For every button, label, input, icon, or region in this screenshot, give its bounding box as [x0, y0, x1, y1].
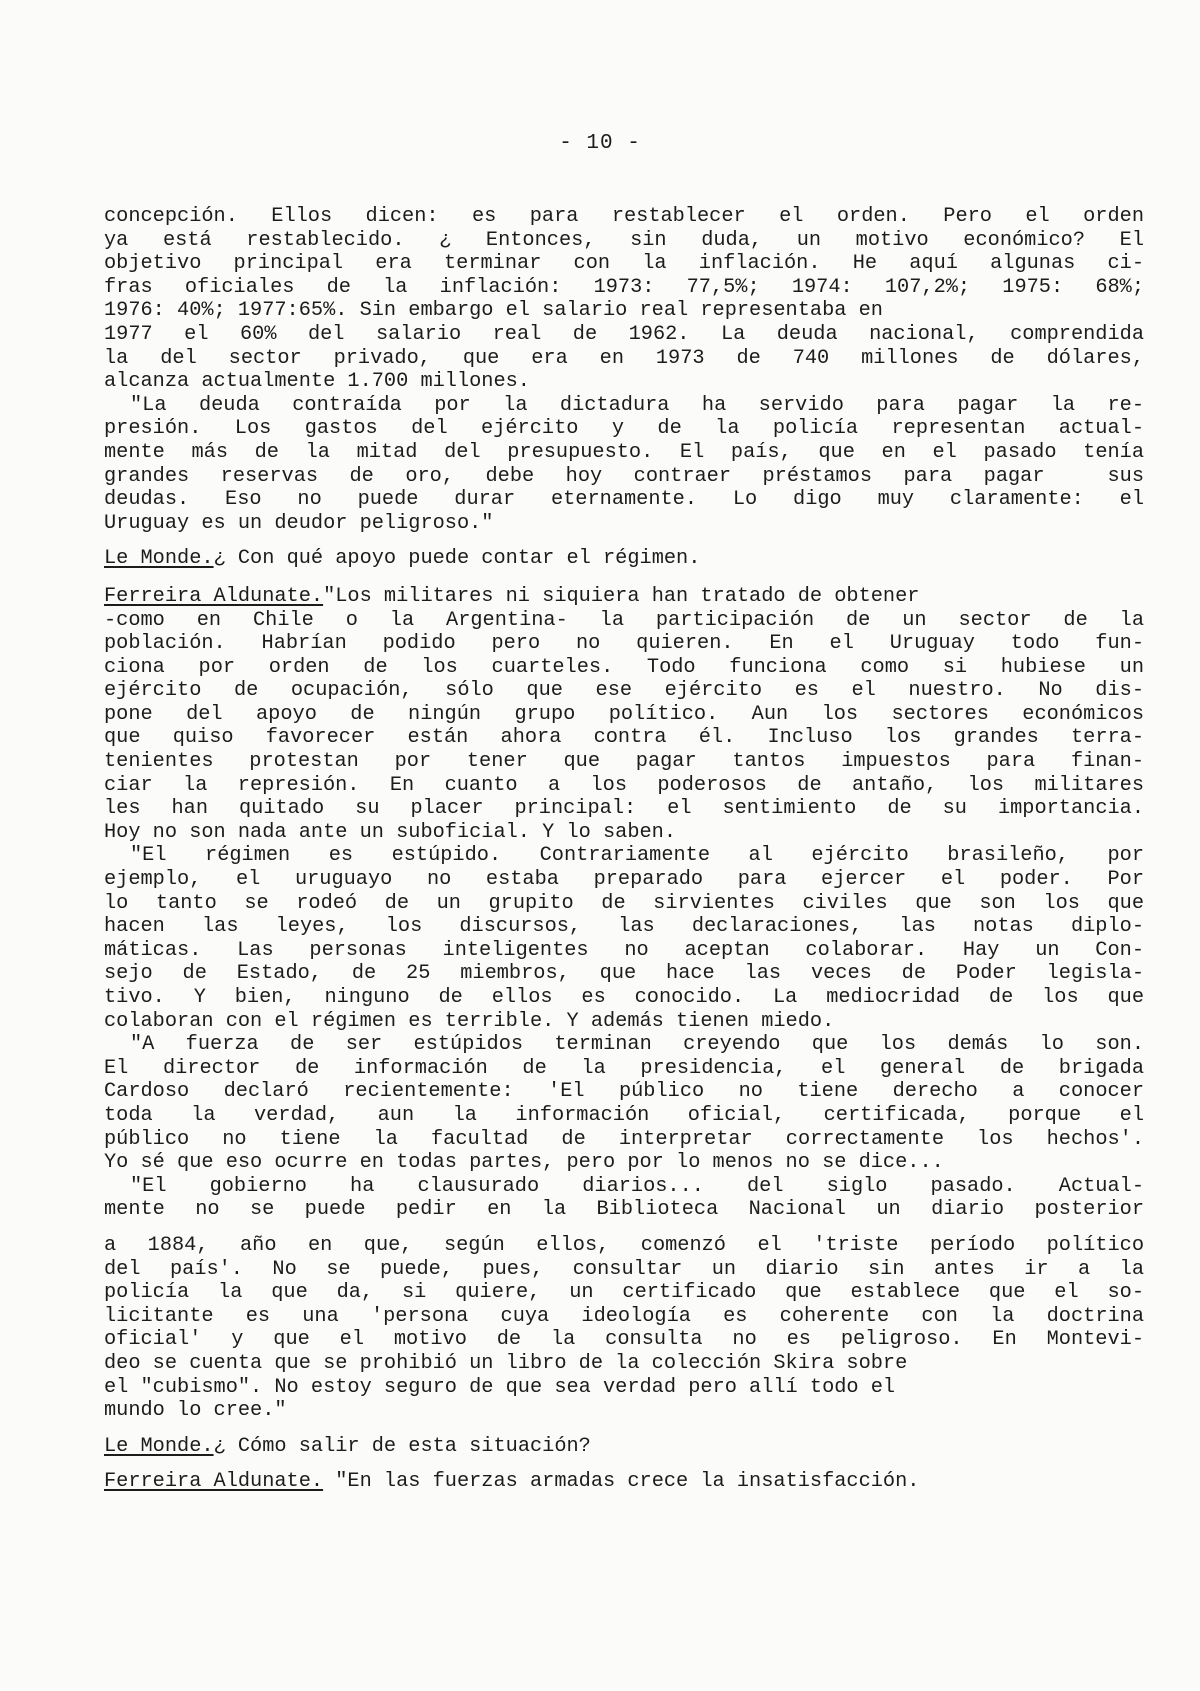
text-line: población. Habrían podido pero no quieren. En el Uruguay todo fun- — [104, 632, 1144, 656]
text-line: les han quitado su placer principal: el sentimiento de su importancia. — [104, 797, 1144, 821]
text-line: Uruguay es un deudor peligroso." — [104, 511, 494, 535]
text-line: "A fuerza de ser estúpidos terminan creyendo que los demás lo son. — [130, 1033, 1144, 1057]
text-line: "El gobierno ha clausurado diarios... del siglo pasado. Actual- — [130, 1174, 1144, 1198]
text-line: 1977 el 60% del salario real de 1962. La deuda nacional, comprendida — [104, 322, 1144, 346]
text-line: mente más de la mitad del presupuesto. El país, que en el pasado tenía — [104, 440, 1144, 464]
text-line: que quiso favorecer están ahora contra él. Incluso los grandes terra- — [104, 726, 1144, 750]
text-line: concepción. Ellos dicen: es para restablecer el orden. Pero el orden — [104, 205, 1144, 228]
body-text — [104, 205, 1144, 1494]
speaker-ferreira-aldunate: Ferreira Aldunate. — [104, 1470, 324, 1494]
text-line: -como en Chile o la Argentina- la participación de un sector de la — [104, 608, 1144, 632]
text-line: objetivo principal era terminar con la inflación. He aquí algunas ci- — [104, 252, 1144, 276]
text-line: del país'. No se puede, pues, consultar un diario sin antes ir a la — [104, 1257, 1144, 1281]
text-line: alcanza actualmente 1.700 millones. — [104, 370, 530, 394]
text-line: licitante es una 'persona cuya ideología es coherente con la doctrina — [104, 1304, 1144, 1328]
question-support — [104, 547, 1144, 571]
question-solution — [104, 1435, 1144, 1459]
text-line: ciona por orden de los cuarteles. Todo funciona como si hubiese un — [104, 655, 1144, 679]
text-line: deudas. Eso no puede durar eternamente. Lo digo muy claramente: el — [104, 488, 1144, 512]
text-line: "El régimen es estúpido. Contrariamente al ejército brasileño, por — [130, 844, 1144, 868]
answer-text: "Los militares ni siquiera han tratado de obtener — [323, 584, 920, 608]
text-line: Hoy no son nada ante un suboficial. Y lo saben. — [104, 820, 677, 844]
text-line: oficial' y que el motivo de la consulta no es peligroso. En Montevi- — [104, 1328, 1144, 1352]
text-line: Yo sé que eso ocurre en todas partes, pero por lo menos no se dice... — [104, 1151, 944, 1175]
text-line: "La deuda contraída por la dictadura ha servido para pagar la re- — [130, 393, 1144, 417]
text-line: público no tiene la facultad de interpretar correctamente los hechos'. — [104, 1127, 1144, 1151]
text-line: tivo. Y bien, ninguno de ellos es conocido. La mediocridad de los que — [104, 986, 1144, 1009]
text-line: la del sector privado, que era en 1973 de 740 millones de dólares, — [104, 346, 1144, 370]
text-line: deo se cuenta que se prohibió un libro de la colección Skira sobre — [104, 1351, 908, 1375]
text-line: mundo lo cree." — [104, 1399, 287, 1423]
text-line: ejército de ocupación, sólo que ese ejército es el nuestro. No dis- — [104, 679, 1144, 703]
question-text: ¿ Cómo salir de esta situación? — [213, 1434, 591, 1458]
text-line: toda la verdad, aun la información oficial, certificada, porque el — [104, 1103, 1144, 1127]
text-line: El director de información de la presidencia, el general de brigada — [104, 1056, 1144, 1080]
text-line: hacen las leyes, los discursos, las declaraciones, las notas diplo- — [104, 915, 1144, 939]
text-line: tenientes protestan por tener que pagar tantos impuestos para finan- — [104, 750, 1144, 774]
answer-support — [104, 585, 1144, 845]
text-line: lo tanto se rodeó de un grupito de sirvientes civiles que son los que — [104, 891, 1144, 915]
text-line: a 1884, año en que, según ellos, comenzó el 'triste período político — [104, 1233, 1144, 1257]
paragraph-information — [104, 1033, 1144, 1175]
speaker-ferreira-aldunate: Ferreira Aldunate. — [104, 584, 324, 608]
paragraph-regime — [104, 844, 1144, 1033]
answer-text: "En las fuerzas armadas crece la insatisfacción. — [323, 1470, 920, 1494]
text-line: 1976: 40%; 1977:65%. Sin embargo el salario real representaba en — [104, 299, 883, 323]
text-line: pone del apoyo de ningún grupo político. Aun los sectores económicos — [104, 702, 1144, 726]
text-line: ejemplo, el uruguayo no estaba preparado para ejercer el poder. Por — [104, 868, 1144, 892]
answer-first-line — [104, 585, 1144, 609]
text-line: mente no se puede pedir en la Biblioteca Nacional un diario posterior — [104, 1198, 1144, 1222]
text-line: sejo de Estado, de 25 miembros, que hace las veces de Poder legisla- — [104, 962, 1144, 986]
text-line: colaboran con el régimen es terrible. Y además tienen miedo. — [104, 1009, 835, 1033]
speaker-le-monde: Le Monde. — [104, 1434, 214, 1458]
question-text: ¿ Con qué apoyo puede contar el régimen. — [213, 547, 701, 571]
text-line: policía la que da, si quiere, un certificado que establece que el so- — [104, 1281, 1144, 1305]
paragraph-debt — [104, 394, 1144, 536]
text-line: máticas. Las personas inteligentes no aceptan colaborar. Hay un Con- — [104, 938, 1144, 962]
text-line: ciar la represión. En cuanto a los poderosos de antaño, los militares — [104, 773, 1144, 797]
text-line: presión. Los gastos del ejército y de la policía representan actual- — [104, 417, 1144, 441]
paragraph-newspapers-continued — [104, 1234, 1144, 1423]
paragraph-economy — [104, 205, 1144, 394]
text-line: Cardoso declaró recientemente: 'El público no tiene derecho a conocer — [104, 1080, 1144, 1104]
page-number: - 10 - — [559, 132, 641, 155]
speaker-le-monde: Le Monde. — [104, 547, 214, 571]
answer-solution — [104, 1470, 1144, 1494]
paragraph-newspapers — [104, 1175, 1144, 1222]
text-line: ya está restablecido. ¿ Entonces, sin duda, un motivo económico? El — [104, 228, 1144, 252]
text-line: grandes reservas de oro, debe hoy contraer préstamos para pagar sus — [104, 464, 1144, 488]
text-line: el "cubismo". No estoy seguro de que sea verdad pero allí todo el — [104, 1375, 896, 1399]
text-line: fras oficiales de la inflación: 1973: 77,5%; 1974: 107,2%; 1975: 68%; — [104, 275, 1144, 299]
